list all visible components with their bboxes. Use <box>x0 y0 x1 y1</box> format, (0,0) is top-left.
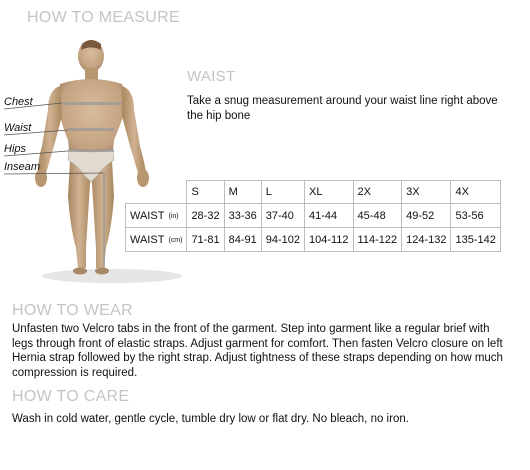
size-cell: 124-132 <box>402 228 451 252</box>
size-cell: 37-40 <box>261 204 304 228</box>
table-row <box>126 228 501 252</box>
waist-label: Waist <box>4 122 32 134</box>
hips-measure-band <box>68 149 114 152</box>
waist-heading: WAIST <box>187 68 236 85</box>
how-to-wear-heading: HOW TO WEAR <box>12 302 133 319</box>
size-cell: 28-32 <box>187 204 224 228</box>
size-cell: 49-52 <box>402 204 451 228</box>
size-cell: 104-112 <box>304 228 353 252</box>
row-label: WAIST <box>130 233 165 246</box>
row-label-cell <box>126 228 187 252</box>
size-cell: 33-36 <box>224 204 261 228</box>
size-header: 3X <box>402 181 451 204</box>
waist-description: Take a snug measurement around your waist line right above the hip bone <box>187 95 498 122</box>
table-row <box>126 204 501 228</box>
chest-measure-band <box>62 102 122 105</box>
size-cell: 94-102 <box>261 228 304 252</box>
size-header: S <box>187 181 224 204</box>
right-foot <box>95 268 109 275</box>
neck <box>85 68 98 80</box>
table-corner-cell <box>126 181 187 204</box>
row-label: WAIST <box>130 209 165 222</box>
left-arm <box>38 86 62 173</box>
size-header: XL <box>304 181 353 204</box>
size-table <box>125 180 501 252</box>
page-title: HOW TO MEASURE <box>27 9 180 26</box>
hips-label: Hips <box>4 143 27 155</box>
left-foot <box>73 268 87 275</box>
right-arm <box>122 86 146 173</box>
size-header: 4X <box>451 181 500 204</box>
chest-label: Chest <box>4 96 33 108</box>
row-unit: (in) <box>168 212 179 220</box>
how-to-wear-text: Unfasten two Velcro tabs in the front of the garment. Step into garment like a regular brief with legs through front of elastic straps. Adjust garment for comfort. Then fasten Velcro closure on left Hernia strap followed by the right strap. Adjust tightness of these straps depending on how much compression is required. <box>12 323 503 379</box>
size-cell: 135-142 <box>451 228 500 252</box>
inseam-measure-line <box>103 172 105 268</box>
size-header-row <box>126 181 501 204</box>
torso <box>58 79 126 161</box>
inseam-label: Inseam <box>4 161 41 173</box>
size-header: L <box>261 181 304 204</box>
floor-shadow <box>42 269 182 283</box>
size-cell: 45-48 <box>353 204 402 228</box>
size-cell: 71-81 <box>187 228 224 252</box>
row-label-cell <box>126 204 187 228</box>
size-header: M <box>224 181 261 204</box>
waist-measure-band <box>68 128 114 131</box>
size-cell: 53-56 <box>451 204 500 228</box>
how-to-care-text: Wash in cold water, gentle cycle, tumble dry low or flat dry. No bleach, no iron. <box>12 413 409 425</box>
row-unit: (cm) <box>168 236 183 244</box>
size-cell: 84-91 <box>224 228 261 252</box>
size-cell: 41-44 <box>304 204 353 228</box>
size-header: 2X <box>353 181 402 204</box>
how-to-care-heading: HOW TO CARE <box>12 388 130 405</box>
size-cell: 114-122 <box>353 228 402 252</box>
